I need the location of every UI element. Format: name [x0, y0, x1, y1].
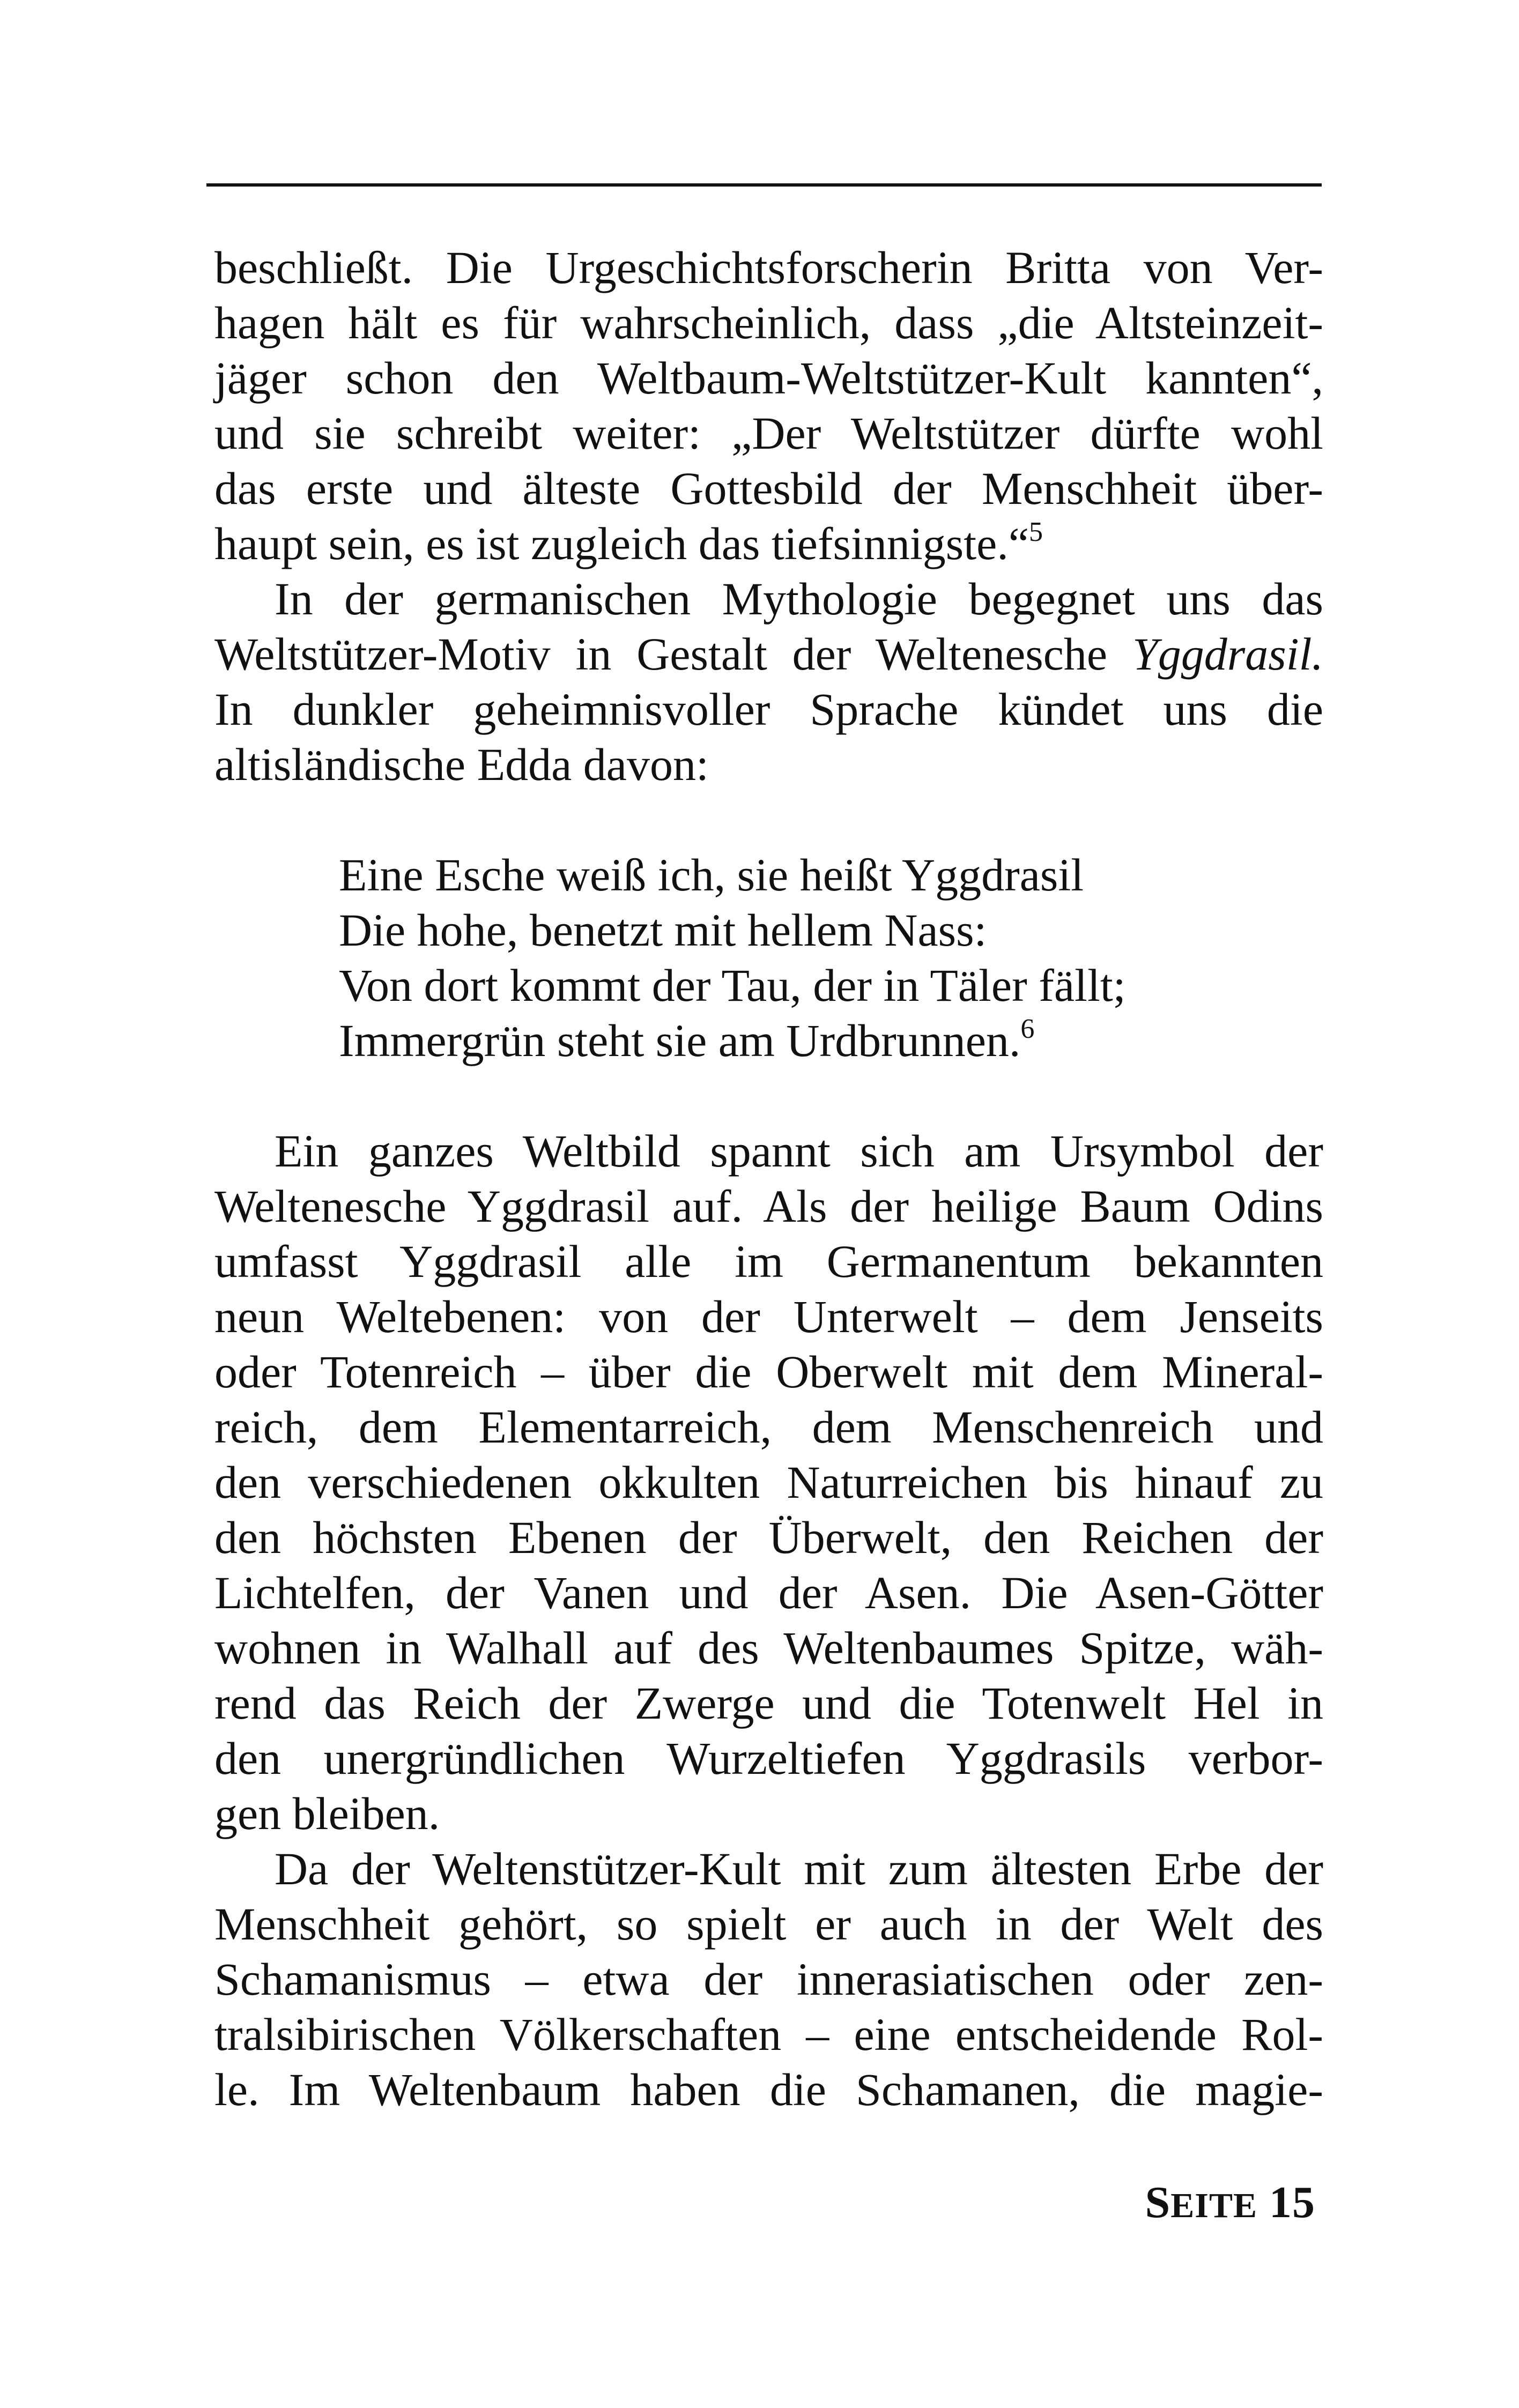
- paragraph-line: In der germanischen Mythologie begegnet uns das: [275, 573, 1323, 625]
- italic-term-yggdrasil: Yggdrasil.: [1132, 628, 1323, 680]
- verse-line: Eine Esche weiß ich, sie heißt Yggdrasil: [339, 849, 1084, 901]
- verse-line: Die hohe, benetzt mit hellem Nass:: [339, 904, 987, 956]
- paragraph-4: [214, 1841, 1323, 2117]
- paragraph-line: tralsibirischen Völkerschaften – eine entscheidende Rol-: [214, 2009, 1323, 2060]
- paragraph-3: [214, 1124, 1323, 1841]
- paragraph-line-text: haupt sein, es ist zugleich das tiefsinnigste.“: [214, 518, 1029, 569]
- paragraph-1: [214, 240, 1323, 571]
- paragraph-line: Ein ganzes Weltbild spannt sich am Ursymbol der: [275, 1125, 1323, 1177]
- header-rule: [206, 183, 1322, 187]
- paragraph-line-with-italic: [214, 627, 1323, 682]
- footnote-marker-5: 5: [1028, 517, 1043, 547]
- paragraph-line: wohnen in Walhall auf des Weltenbaumes Spitze, wäh-: [214, 1622, 1323, 1674]
- paragraph-line-last: altisländische Edda davon:: [214, 739, 709, 790]
- paragraph-line-last: gen bleiben.: [214, 1788, 440, 1839]
- paragraph-line-last: [214, 516, 1323, 571]
- page-label-initial: S: [1145, 2177, 1171, 2227]
- paragraph-line: den höchsten Ebenen der Überwelt, den Reichen der: [214, 1512, 1323, 1563]
- paragraph-line: den unergründlichen Wurzeltiefen Yggdrasils verbor-: [214, 1733, 1323, 1784]
- paragraph-line: Lichtelfen, der Vanen und der Asen. Die Asen-Götter: [214, 1567, 1323, 1618]
- verse-line-last: [339, 1013, 1323, 1068]
- paragraph-line-text: Weltstützer-Motiv in Gestalt der Weltenesche: [214, 628, 1132, 680]
- page-footer: [1145, 2176, 1315, 2228]
- body-text: [214, 240, 1323, 2117]
- verse-line-text: Immergrün steht sie am Urdbrunnen.: [339, 1015, 1021, 1066]
- paragraph-line: den verschiedenen okkulten Naturreichen bis hinauf zu: [214, 1456, 1323, 1508]
- paragraph-2: [214, 571, 1323, 792]
- paragraph-line: rend das Reich der Zwerge und die Totenwelt Hel in: [214, 1677, 1323, 1729]
- paragraph-line: jäger schon den Weltbaum-Weltstützer-Kult kannten“,: [214, 352, 1323, 404]
- paragraph-line: umfasst Yggdrasil alle im Germanentum bekannten: [214, 1236, 1323, 1287]
- paragraph-line: Weltenesche Yggdrasil auf. Als der heilige Baum Odins: [214, 1180, 1323, 1232]
- page-label-rest: EITE: [1170, 2186, 1257, 2225]
- paragraph-line: das erste und älteste Gottesbild der Menschheit über-: [214, 463, 1323, 514]
- edda-verse: [214, 848, 1323, 1068]
- verse-line: Von dort kommt der Tau, der in Täler fällt;: [339, 960, 1126, 1011]
- paragraph-line: le. Im Weltenbaum haben die Schamanen, die magie-: [214, 2064, 1323, 2115]
- paragraph-line: neun Weltebenen: von der Unterwelt – dem Jenseits: [214, 1291, 1323, 1342]
- footnote-marker-6: 6: [1020, 1014, 1035, 1044]
- paragraph-line: oder Totenreich – über die Oberwelt mit dem Mineral-: [214, 1346, 1323, 1398]
- paragraph-line: In dunkler geheimnisvoller Sprache kündet uns die: [214, 683, 1323, 735]
- paragraph-line: reich, dem Elementarreich, dem Menschenreich und: [214, 1401, 1323, 1453]
- paragraph-line: beschließt. Die Urgeschichtsforscherin Britta von Ver-: [214, 242, 1323, 293]
- paragraph-line: hagen hält es für wahrscheinlich, dass „die Altsteinzeit-: [214, 297, 1323, 348]
- paragraph-line: Menschheit gehört, so spielt er auch in der Welt des: [214, 1898, 1323, 1950]
- paragraph-line: und sie schreibt weiter: „Der Weltstützer dürfte wohl: [214, 407, 1323, 459]
- paragraph-line: Da der Weltenstützer-Kult mit zum ältesten Erbe der: [275, 1843, 1323, 1894]
- page-number: 15: [1269, 2177, 1315, 2227]
- paragraph-line: Schamanismus – etwa der innerasiatischen oder zen-: [214, 1953, 1323, 2005]
